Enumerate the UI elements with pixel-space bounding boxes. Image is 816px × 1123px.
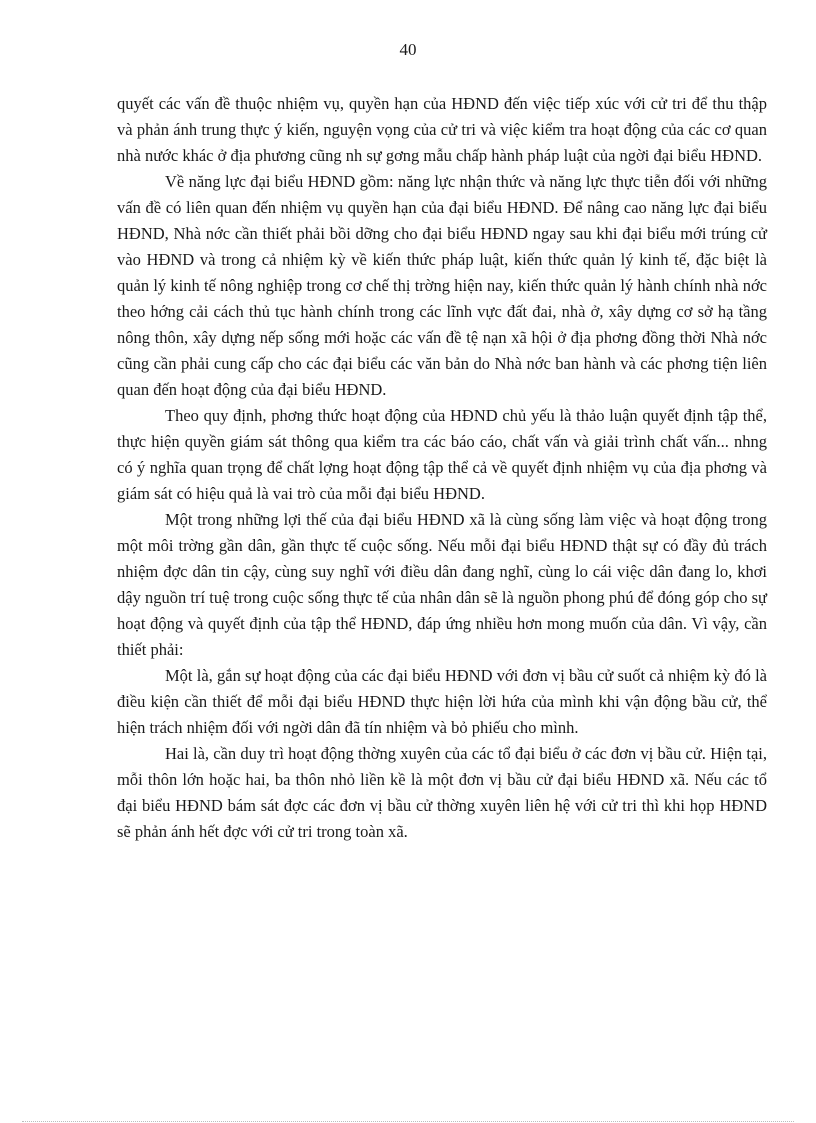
body-text [117,91,767,845]
paragraph-second-point: Hai là, cần duy trì hoạt động thờng xuyên của các tổ đại biểu ở các đơn vị bầu cử. Hiện tại, mỗi thôn lớn hoặc hai, ba thôn nhỏ liền kề là một đơn vị bầu cử đại biểu HĐND xã. Nếu các tổ đại biểu HĐND bám sát đợc các đơn vị bầu cử thờng xuyên liên hệ với cử tri thì khi họp HĐND sẽ phản ánh hết đợc với cử tri trong toàn xã. [117,744,767,841]
paragraph-continuation: quyết các vấn đề thuộc nhiệm vụ, quyền hạn của HĐND đến việc tiếp xúc với cử tri để thu thập và phản ánh trung thực ý kiến, nguyện vọng của cử tri và việc kiểm tra hoạt động của các cơ quan nhà nước khác ở địa phương cũng nh sự gơng mẫu chấp hành pháp luật của ngời đại biểu HĐND. [117,94,767,165]
paragraph-capacity: Về năng lực đại biểu HĐND gồm: năng lực nhận thức và năng lực thực tiễn đối với những vấn đề có liên quan đến nhiệm vụ quyền hạn của đại biểu HĐND. Để nâng cao năng lực đại biểu HĐND, Nhà nớc cần thiết phải bồi dỡng cho đại biểu HĐND ngay sau khi đại biểu mới trúng cử vào HĐND và trong cả nhiệm kỳ về kiến thức pháp luật, kiến thức quản lý kinh tế, đặc biệt là quản lý kinh tế nông nghiệp trong cơ chế thị trờng hiện nay, kiến thức quản lý hành chính nhà nớc theo hớng cải cách thủ tục hành chính trong các lĩnh vực đất đai, nhà ở, xây dựng cơ sở hạ tầng nông thôn, xây dựng nếp sống mới hoặc các vấn đề tệ nạn xã hội ở địa phơng đồng thời Nhà nớc cũng cần phải cung cấp cho các đại biểu các văn bản do Nhà nớc ban hành và các phơng tiện liên quan đến hoạt động của đại biểu HĐND. [117,172,767,399]
paragraph-first-point: Một là, gắn sự hoạt động của các đại biểu HĐND với đơn vị bầu cử suốt cả nhiệm kỳ đó là điều kiện cần thiết để mỗi đại biểu HĐND thực hiện lời hứa của mình khi vận động bầu cử, thể hiện trách nhiệm đối với ngời dân đã tín nhiệm và bỏ phiếu cho mình. [117,666,767,737]
page-bottom-divider [22,1121,794,1122]
page-number: 40 [399,40,417,59]
paragraph-advantage: Một trong những lợi thế của đại biểu HĐND xã là cùng sống làm việc và hoạt động trong một môi trờng gần dân, gần thực tế cuộc sống. Nếu mỗi đại biểu HĐND thật sự có đầy đủ trách nhiệm đợc dân tin cậy, cùng suy nghĩ với điều dân đang nghĩ, cùng lo cái việc dân đang lo, khơi dậy nguồn trí tuệ trong cuộc sống thực tế của nhân dân sẽ là nguồn phong phú để đóng góp cho sự hoạt động và quyết định của tập thể HĐND, đáp ứng nhiều hơn mong muốn của dân. Vì vậy, cần thiết phải: [117,510,767,659]
paragraph-operation-method: Theo quy định, phơng thức hoạt động của HĐND chủ yếu là thảo luận quyết định tập thể, thực hiện quyền giám sát thông qua kiểm tra các báo cáo, chất vấn và giải trình chất vấn... nhng có ý nghĩa quan trọng để chất lợng hoạt động tập thể cả về quyết định nhiệm vụ của địa phơng và giám sát có hiệu quả là vai trò của mỗi đại biểu HĐND. [117,406,767,503]
